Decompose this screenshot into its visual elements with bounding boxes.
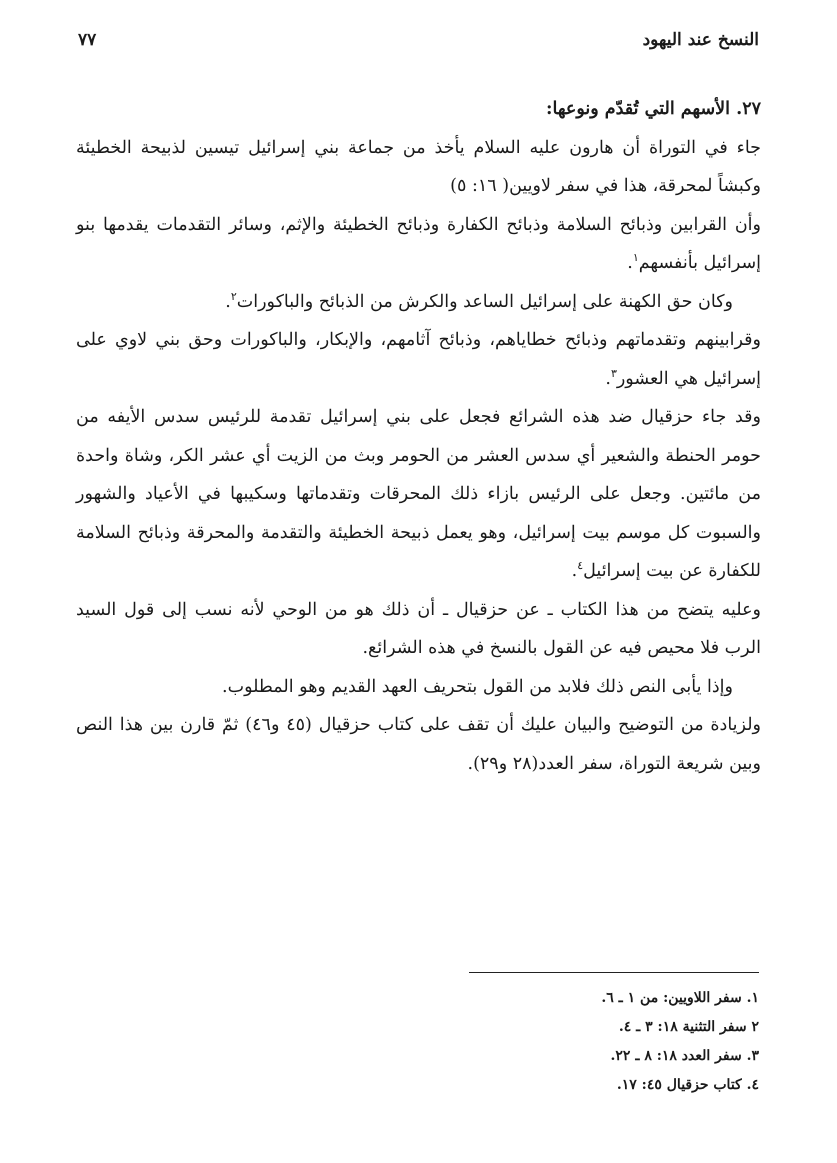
paragraph: وأن القرابين وذبائح السلامة وذبائح الكفارة وذبائح الخطيئة والإثم، وسائر التقدمات يقدمها بنو إسرائيل بأنفسهم$^١$.	[76, 214, 761, 273]
body-text	[76, 90, 761, 783]
footnote-marker: ٤	[577, 559, 584, 573]
footnote: ١. سفر اللاويين: من ١ ـ ٦.	[601, 990, 759, 1006]
footnote-marker: ٢	[230, 289, 237, 303]
footnotes	[339, 984, 759, 1100]
running-title: النسخ عند اليهود	[642, 30, 759, 50]
paragraph-text: وعليه يتضح من هذا الكتاب ـ عن حزقيال ـ أن ذلك هو من الوحي لأنه نسب إلى قول السيد الرب فلا محيص فيه عن القول بالنسخ في هذه الشرائع.	[76, 599, 761, 658]
paragraph: وقرابينهم وتقدماتهم وذبائح خطاياهم، وذبائح آثامهم، والإبكار، والباكورات وحق بني لاوي على إسرائيل هي العشور$^٣$.	[76, 330, 761, 389]
paragraph	[76, 668, 761, 707]
paragraph-text: جاء في التوراة أن هارون عليه السلام يأخذ من جماعة بني إسرائيل تيسين لذبيحة الخطيئة وكبشاً لمحرقة، هذا في سفر لاويين( ١٦: ٥)	[76, 137, 761, 196]
footnote-marker: ١	[632, 251, 639, 265]
paragraph-text: وكان حق الكهنة على إسرائيل الساعد والكرش من الذبائح والباكورات	[236, 291, 733, 312]
footnote-divider	[469, 972, 759, 973]
footnote-marker: ٣	[610, 366, 617, 380]
footnote: ٤. كتاب حزقيال ٤٥: ١٧.	[616, 1077, 759, 1093]
paragraph: وكان حق الكهنة على إسرائيل الساعد والكرش من الذبائح والباكورات$^٢$.	[225, 289, 733, 312]
paragraph	[76, 591, 761, 668]
paragraph-text: وأن القرابين وذبائح السلامة وذبائح الكفارة وذبائح الخطيئة والإثم، وسائر التقدمات يقدمها بنو إسرائيل بأنفسهم	[76, 214, 761, 273]
paragraph-text: ٢٧. الأسهم التي تُقدّم ونوعها:	[546, 99, 761, 119]
footnote: ٣. سفر العدد ١٨: ٨ ـ ٢٢.	[610, 1048, 759, 1064]
paragraph: وقد جاء حزقيال ضد هذه الشرائع فجعل على بني إسرائيل تقدمة للرئيس سدس الأيفه من حومر الحنطة والشعير أي سدس العشر من الحومر وبث من الزيت أي عشر الكر، وشاة واحدة من مائتين. وجعل على الرئيس بازاء ذلك المحرقات وتقدماتها وسكيبها في الأعياد والشهور والسبوت كل موسم بيت إسرائيل، وهو يعمل ذبيحة الخطيئة والتقدمة والمحرقة وذبائح السلامة للكفارة عن بيت إسرائيل$^٤$.	[76, 407, 761, 581]
paragraph	[76, 706, 761, 783]
paragraph-text: ولزيادة من التوضيح والبيان عليك أن تقف على كتاب حزقيال (٤٥ و٤٦) ثمّ قارن بين هذا النص وبين شريعة التوراة، سفر العدد(٢٨ و٢٩).	[76, 715, 761, 774]
paragraph-text: وقد جاء حزقيال ضد هذه الشرائع فجعل على بني إسرائيل تقدمة للرئيس سدس الأيفه من حومر الحنطة والشعير أي سدس العشر من الحومر وبث من الزيت أي عشر الكر، وشاة واحدة من مائتين. وجعل على الرئيس بازاء ذلك المحرقات وتقدماتها وسكيبها في الأعياد والشهور والسبوت كل موسم بيت إسرائيل، وهو يعمل ذبيحة الخطيئة والتقدمة والمحرقة وذبائح السلامة للكفارة عن بيت إسرائيل	[76, 407, 761, 581]
page-number: ٧٧	[78, 30, 97, 50]
paragraph	[76, 90, 761, 129]
footnote: ٢ سفر التثنية ١٨: ٣ ـ ٤.	[618, 1019, 759, 1035]
paragraph-text: وإذا يأبى النص ذلك فلابد من القول بتحريف العهد القديم وهو المطلوب.	[222, 676, 733, 697]
running-header	[78, 30, 759, 60]
paragraph	[76, 129, 761, 206]
paragraph-text: وقرابينهم وتقدماتهم وذبائح خطاياهم، وذبائح آثامهم، والإبكار، والباكورات وحق بني لاوي على إسرائيل هي العشور	[76, 330, 761, 389]
